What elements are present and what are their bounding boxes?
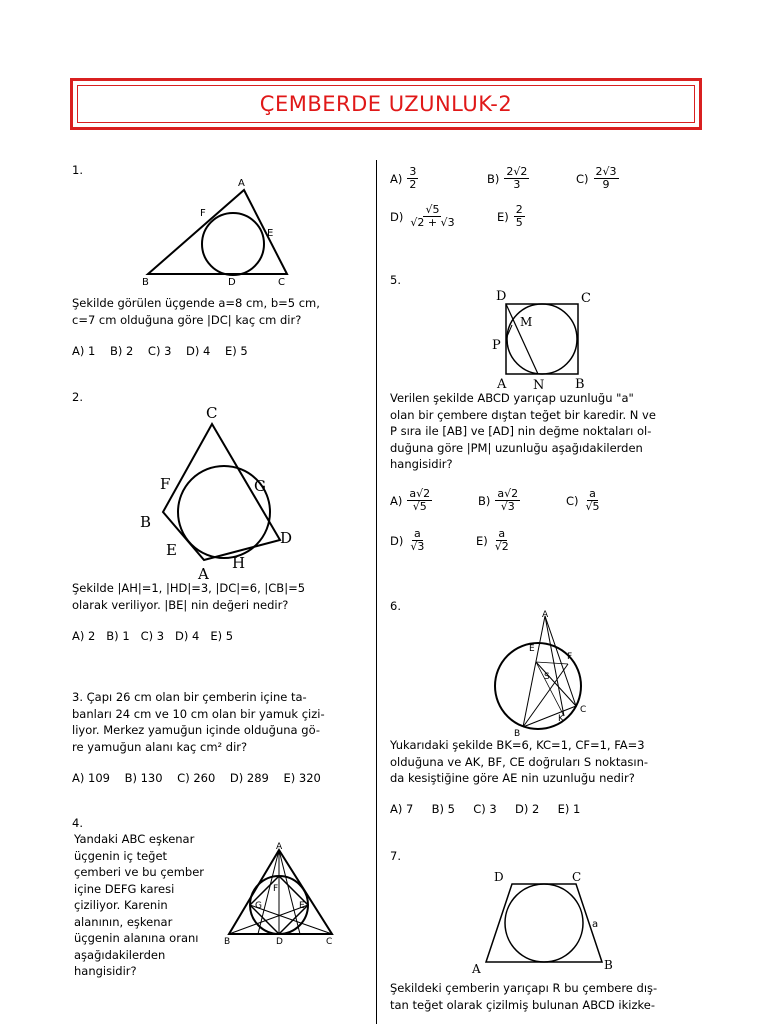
q4-label-F: F — [273, 884, 279, 894]
column-divider — [376, 160, 377, 1024]
q7-label-a: a — [592, 919, 599, 930]
q3-text: 3. Çapı 26 cm olan bir çemberin içine ta- banları 24 cm ve 10 cm olan bir yamuk çizi- liyor. Merkez yamuğun içinde olduğuna gö- re yamuğun alanı kaç cm² dir? — [72, 690, 325, 754]
q1-label-E: E — [267, 228, 274, 239]
q2-label-D: D — [280, 529, 293, 547]
q3-options: A) 109 B) 130 C) 260 D) 289 E) 320 — [72, 771, 321, 785]
q4-label-D: D — [276, 937, 283, 947]
q5-text: Verilen şekilde ABCD yarıçap uzunluğu "a" olan bir çembere dıştan teğet bir karedir. N ve P sıra ile [AB] ve [AD] nin değme noktaları ol- duğuna göre |PM| uzunluğu aşağıdakilerden hangisidir? — [390, 391, 656, 471]
q2-label-B: B — [140, 513, 152, 531]
q6-label-E: E — [529, 644, 535, 654]
q6-label-C: C — [580, 705, 587, 715]
q4-label-E: E — [299, 901, 305, 911]
q2-label-G: G — [254, 477, 266, 495]
q5-label-D: D — [496, 289, 507, 304]
q4-figure — [222, 838, 337, 950]
q1-label-A: A — [238, 178, 245, 189]
q5-option-a[interactable]: A) $\frac{a√2}{√5}$ — [390, 487, 431, 513]
q2-label-H: H — [232, 554, 246, 572]
q5-option-e[interactable]: E) $\frac{a}{√2}$ — [476, 527, 509, 553]
q4-option-e[interactable]: E) $\frac{2}{5}$ — [497, 203, 523, 229]
q6-label-B: B — [514, 729, 521, 738]
q1-number: 1. — [72, 163, 83, 177]
q7-figure — [466, 866, 626, 978]
q6-options: A) 7 B) 5 C) 3 D) 2 E) 1 — [390, 802, 581, 816]
q4-option-d[interactable]: D) $\frac{√5}{√2 + √3}$ — [390, 203, 455, 229]
q4-label-A: A — [276, 842, 283, 852]
q1-label-F: F — [200, 208, 206, 219]
q1-label-B: B — [142, 277, 149, 286]
page-title: ÇEMBERDE UZUNLUK-2 — [259, 92, 513, 116]
q7-label-A: A — [472, 962, 481, 976]
q6-figure — [492, 606, 602, 738]
q1-label-D: D — [228, 277, 236, 286]
q7-label-C: C — [572, 870, 582, 884]
q2-options: A) 2 B) 1 C) 3 D) 4 E) 5 — [72, 629, 234, 643]
q7-text: Şekildeki çemberin yarıçapı R bu çembere dış- tan teğet olarak çizilmiş bulunan ABCD ikizke- — [390, 981, 658, 1012]
q5-label-A: A — [497, 377, 507, 392]
title-frame — [70, 78, 702, 130]
q4-text: Yandaki ABC eşkenar üçgenin iç teğet çemberi ve bu çember içine DEFG karesi çiziliyor. Karenin alanının, eşkenar üçgenin alanına oranı aşağıdakilerden hangisidir? — [74, 832, 205, 978]
q1-options: A) 1 B) 2 C) 3 D) 4 E) 5 — [72, 344, 248, 358]
q6-label-K: K — [558, 714, 564, 724]
q2-label-A: A — [198, 565, 209, 580]
q4-option-b[interactable]: B) $\frac{2√2}{3}$ — [487, 165, 528, 191]
q5-label-C: C — [581, 291, 591, 306]
q5-option-c[interactable]: C) $\frac{a}{√5}$ — [566, 487, 600, 513]
q1-label-C: C — [278, 277, 285, 286]
q1-figure — [140, 176, 300, 286]
q5-option-d[interactable]: D) $\frac{a}{√3}$ — [390, 527, 425, 553]
q2-label-C: C — [206, 404, 218, 422]
q4-label-G: G — [255, 901, 262, 911]
q4-label-B: B — [224, 937, 231, 947]
q6-number: 6. — [390, 599, 401, 613]
q6-label-A: A — [542, 610, 549, 620]
q5-label-B: B — [575, 377, 585, 392]
q6-text: Yukarıdaki şekilde BK=6, KC=1, CF=1, FA=3 olduğuna ve AK, BF, CE doğruları S noktasın- da kesiştiğine göre AE nin uzunluğu nedir? — [390, 738, 649, 785]
q5-figure — [488, 286, 598, 392]
q5-label-N: N — [533, 378, 545, 392]
q7-label-D: D — [494, 870, 504, 884]
q2-text: Şekilde |AH|=1, |HD|=3, |DC|=6, |CB|=5 olarak veriliyor. |BE| nin değeri nedir? — [72, 581, 306, 612]
q2-number: 2. — [72, 390, 83, 404]
q2-label-E: E — [166, 541, 177, 559]
q6-label-S: S — [544, 672, 550, 682]
q5-label-M: M — [520, 315, 533, 329]
q4-number: 4. — [72, 816, 83, 830]
q5-number: 5. — [390, 273, 401, 287]
q5-option-b[interactable]: B) $\frac{a√2}{√3}$ — [478, 487, 519, 513]
q1-text: Şekilde görülen üçgende a=8 cm, b=5 cm, c=7 cm olduğuna göre |DC| kaç cm dir? — [72, 296, 320, 327]
q4-label-C: C — [326, 937, 333, 947]
q6-label-F: F — [567, 652, 573, 662]
q2-label-F: F — [160, 475, 171, 493]
q2-figure — [136, 400, 301, 580]
q5-label-P: P — [492, 338, 501, 353]
q4-option-c[interactable]: C) $\frac{2√3}{9}$ — [576, 165, 617, 191]
q7-number: 7. — [390, 849, 401, 863]
q7-label-B: B — [604, 958, 613, 972]
q4-option-a[interactable]: A) $\frac{3}{2}$ — [390, 165, 417, 191]
